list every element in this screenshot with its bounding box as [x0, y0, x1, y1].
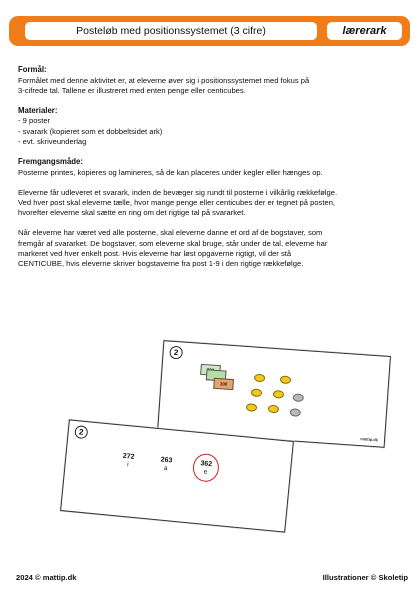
answer-number-badge: 2	[74, 425, 88, 439]
list-item: - evt. skriveunderlag	[18, 136, 87, 146]
card-brand: mattip.dk	[360, 436, 379, 443]
section-fremgang	[18, 157, 402, 178]
answer-option	[153, 455, 179, 474]
coin-icon	[273, 390, 285, 399]
option-letter: i	[126, 461, 129, 469]
text-line: Eleverne får udleveret et svarark, inden de bevæger sig rundt til posterne i vilkårlig rækkefølge.	[18, 187, 338, 197]
option-letter: a	[163, 464, 168, 473]
list-item: - 9 poster	[18, 116, 51, 126]
paragraph-2	[18, 228, 402, 269]
list-item: - svarark (kopieret som et dobbeltsidet ark)	[18, 126, 163, 136]
text-line: fremgår af svararket. De bogstaver, som eleverne skal bruge, står under de tal, eleverne har	[18, 238, 328, 248]
coin-icon	[293, 393, 305, 402]
header-bar	[9, 16, 410, 46]
page-tag: lærerark	[327, 22, 402, 40]
page-title: Posteløb med positionssystemet (3 cifre)	[25, 22, 317, 40]
coin-icon	[268, 405, 280, 414]
text-line: Posterne printes, kopieres og lamineres, så de kan placeres under kegler eller hænges op.	[18, 167, 323, 177]
text-line: hvorefter eleverne skal sætte en ring om det rigtige tal på svararket.	[18, 208, 246, 218]
text-line: Ved hver post skal eleverne tælle, hvor mange penge eller centicubes der er tegnet på posten,	[18, 197, 336, 207]
section-heading: Materialer:	[18, 105, 58, 115]
text-line: markeret ved hver enkelt post. Hvis eleverne har løst opgaverne rigtigt, vil der stå	[18, 248, 292, 258]
text-line: Når eleverne har været ved alle posterne, skal eleverne danne et ord af de bogstaver, som	[18, 228, 323, 238]
text-line: 3-cifrede tal. Tallene er illustreret med enten penge eller centicubes.	[18, 85, 246, 95]
section-materialer	[18, 106, 402, 147]
coin-icon	[254, 374, 266, 383]
option-number: 263	[160, 456, 173, 465]
coin-icon	[289, 408, 301, 417]
coin-icon	[251, 388, 263, 397]
answer-option	[115, 451, 141, 470]
option-letter: e	[203, 468, 208, 476]
section-heading: Formål:	[18, 65, 47, 74]
footer-credits: Illustrationer © Skoletip	[322, 573, 408, 582]
paragraph-1	[18, 188, 402, 219]
footer-copyright: 2024 © mattip.dk	[16, 573, 77, 582]
post-number-badge: 2	[169, 346, 183, 360]
option-number: 362	[200, 460, 213, 469]
banknote-icon: 100	[213, 378, 234, 390]
text-line: CENTICUBE, hvis eleverne skriver bogstaverne fra post 1-9 i den rigtige rækkefølge.	[18, 258, 304, 268]
answer-circle-mark	[192, 453, 221, 483]
section-formaal	[18, 65, 402, 96]
text-line: Formålet med denne aktivitet er, at eleverne øver sig i positionssystemet med fokus på	[18, 75, 310, 85]
section-heading: Fremgangsmåde:	[18, 157, 83, 167]
coin-icon	[246, 403, 258, 412]
coin-icon	[280, 375, 292, 384]
main-content	[18, 65, 402, 279]
option-number: 272	[122, 452, 135, 461]
